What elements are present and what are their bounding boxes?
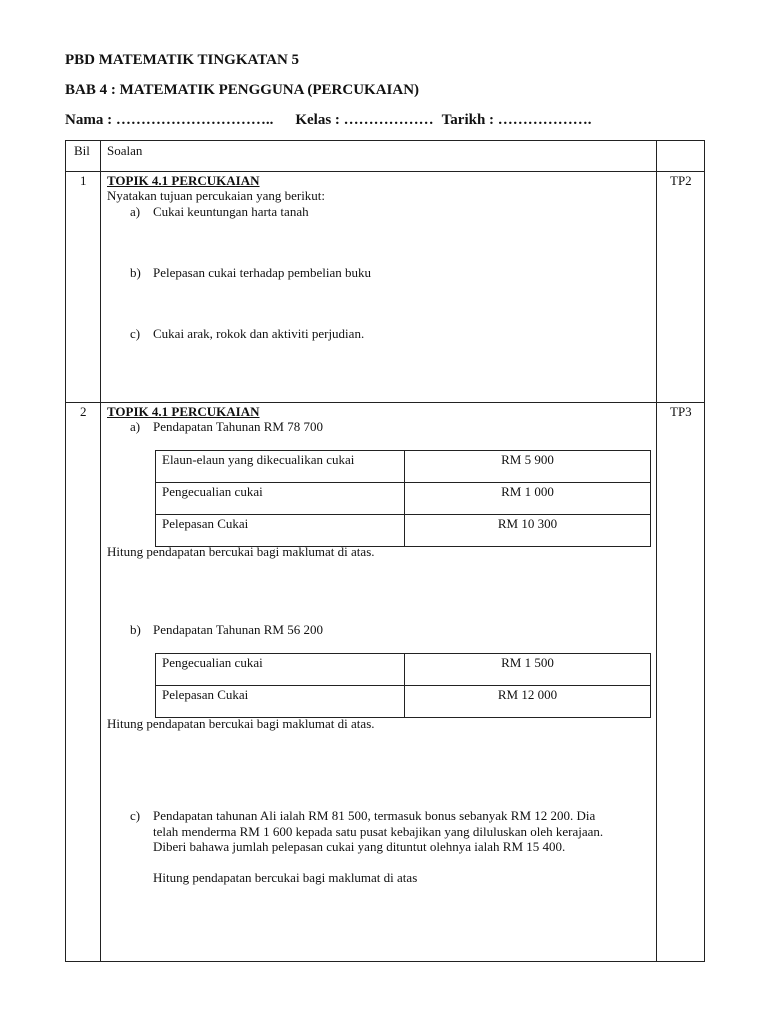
question-table (65, 140, 705, 962)
q2-topic: TOPIK 4.1 PERCUKAIAN (107, 404, 260, 419)
bil-column-divider (100, 141, 101, 961)
q2b-label: b) (130, 622, 141, 637)
q1-item-text: Cukai keuntungan harta tanah (153, 204, 309, 219)
q2c-instruction: Hitung pendapatan bercukai bagi maklumat di atas (153, 870, 418, 885)
q1-number: 1 (80, 173, 87, 188)
table-cell-value: RM 1 500 (405, 654, 651, 686)
table-cell-item: Pengecualian cukai (156, 654, 405, 686)
q1-item-text: Cukai arak, rokok dan aktiviti perjudian. (153, 326, 365, 341)
q2c-line: Pendapatan tahunan Ali ialah RM 81 500, termasuk bonus sebanyak RM 12 200. Dia (153, 808, 596, 823)
q2a-label: a) (130, 419, 141, 434)
table-row (156, 483, 651, 515)
table-row (156, 451, 651, 483)
q2-number: 2 (80, 404, 87, 419)
q2-tp-level: TP3 (670, 404, 692, 419)
q1-topic: TOPIK 4.1 PERCUKAIAN (107, 173, 260, 188)
tarikh-field[interactable]: Tarikh : ………………. (441, 112, 592, 128)
q2b-instruction: Hitung pendapatan bercukai bagi maklumat di atas. (107, 716, 375, 731)
worksheet-title: PBD MATEMATIK TINGKATAN 5 (65, 52, 300, 68)
table-cell-item: Pelepasan Cukai (156, 686, 405, 718)
q1-item-text: Pelepasan cukai terhadap pembelian buku (153, 265, 372, 280)
table-cell-item: Pengecualian cukai (156, 483, 405, 515)
table-row (156, 515, 651, 547)
table-cell-value: RM 1 000 (405, 483, 651, 515)
q1-prompt: Nyatakan tujuan percukaian yang berikut: (107, 188, 326, 203)
nama-field[interactable]: Nama : ………………………….. (65, 112, 274, 128)
q2b-data-table (155, 653, 651, 718)
q1-item-label: a) (130, 204, 141, 219)
q1-tp-level: TP2 (670, 173, 692, 188)
table-cell-item: Pelepasan Cukai (156, 515, 405, 547)
q2c-label: c) (130, 808, 141, 823)
q1-item-label: c) (130, 326, 141, 341)
q2a-instruction: Hitung pendapatan bercukai bagi maklumat di atas. (107, 544, 375, 559)
q2a-income: Pendapatan Tahunan RM 78 700 (153, 419, 323, 434)
column-header-bil: Bil (74, 143, 90, 158)
q2c-line: Diberi bahawa jumlah pelepasan cukai yang dituntut olehnya ialah RM 15 400. (153, 839, 566, 854)
q1-item-label: b) (130, 265, 141, 280)
table-cell-value: RM 5 900 (405, 451, 651, 483)
table-row (156, 654, 651, 686)
question-row-divider (66, 402, 704, 403)
table-cell-item: Elaun-elaun yang dikecualikan cukai (156, 451, 405, 483)
kelas-field[interactable]: Kelas : ……………… (295, 112, 434, 128)
table-row (156, 686, 651, 718)
table-cell-value: RM 10 300 (405, 515, 651, 547)
student-info-line (65, 112, 592, 129)
chapter-title: BAB 4 : MATEMATIK PENGGUNA (PERCUKAIAN) (65, 82, 420, 98)
table-cell-value: RM 12 000 (405, 686, 651, 718)
column-header-soalan: Soalan (107, 143, 143, 158)
q2a-data-table (155, 450, 651, 547)
q2b-income: Pendapatan Tahunan RM 56 200 (153, 622, 323, 637)
header-row-divider (66, 171, 704, 172)
tp-column-divider (656, 141, 657, 961)
q2c-line: telah menderma RM 1 600 kepada satu pusat kebajikan yang diluluskan oleh kerajaan. (153, 824, 604, 839)
